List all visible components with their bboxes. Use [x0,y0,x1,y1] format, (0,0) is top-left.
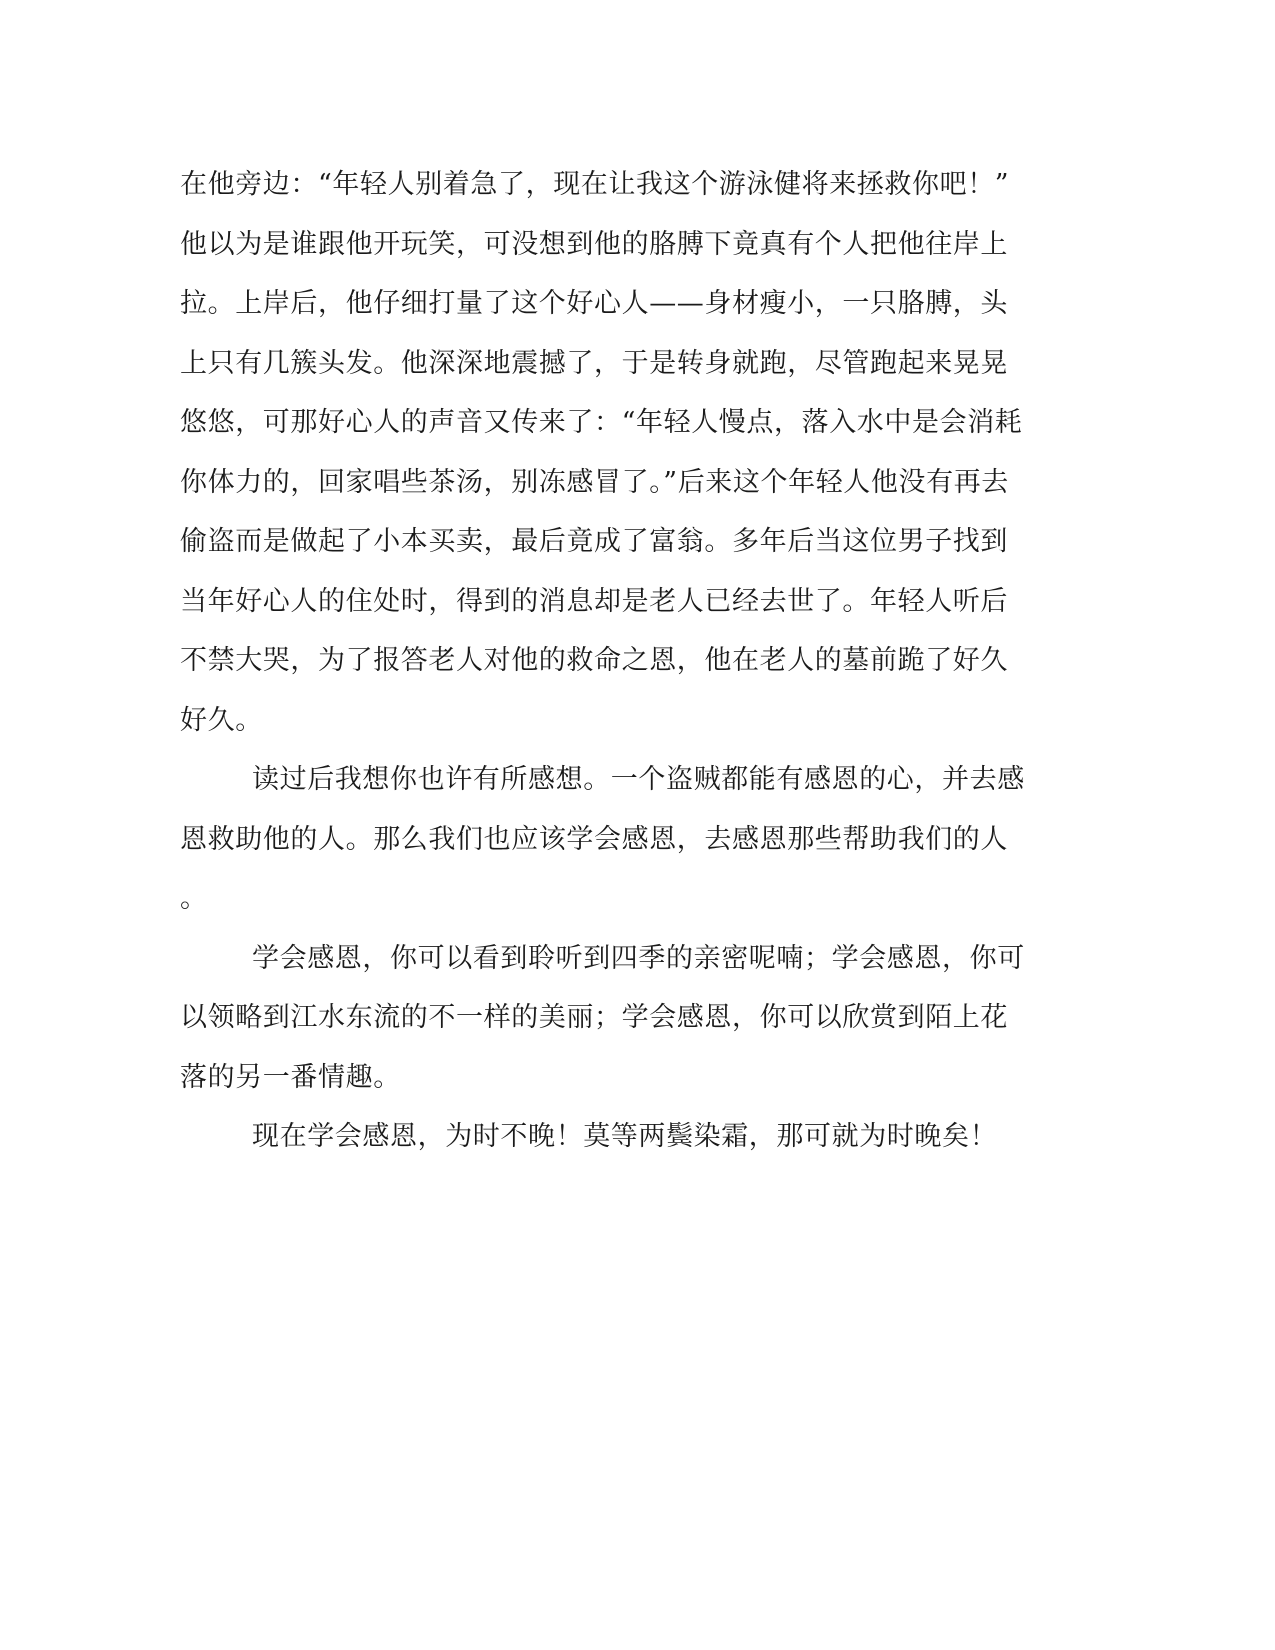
text-line: 读过后我想你也许有所感想。一个盗贼都能有感恩的心，并去感 [252,764,1025,795]
text-line: 以领略到江水东流的不一样的美丽；学会感恩，你可以欣赏到陌上花 [180,1002,1008,1033]
document-body [180,155,1060,1167]
text-line: 现在学会感恩，为时不晚！莫等两鬓染霜，那可就为时晚矣！ [252,1121,998,1152]
paragraph-reflection [180,750,1060,929]
paragraph-conclusion [180,1107,1060,1167]
paragraph-learn-gratitude [180,929,1060,1108]
text-line: 你体力的，回家唱些茶汤，别冻感冒了。”后来这个年轻人他没有再去 [180,466,1009,498]
text-line: 。 [180,883,208,914]
text-line: 学会感恩，你可以看到聆听到四季的亲密呢喃；学会感恩，你可 [252,942,1025,974]
text-line: 不禁大哭，为了报答老人对他的救命之恩，他在老人的墓前跪了好久 [180,645,1008,676]
text-line: 在他旁边：“年轻人别着急了，现在让我这个游泳健将来拯救你吧！” [180,169,1010,200]
text-line: 拉。上岸后，他仔细打量了这个好心人——身材瘦小，一只胳膊，头 [180,288,1008,319]
text-line: 好久。 [180,704,263,736]
text-line: 上只有几簇头发。他深深地震撼了，于是转身就跑，尽管跑起来晃晃 [180,347,1008,379]
text-line: 落的另一番情趣。 [180,1061,401,1093]
text-line: 悠悠，可那好心人的声音又传来了：“年轻人慢点，落入水中是会消耗 [180,407,1023,438]
paragraph-story [180,155,1060,750]
text-line: 恩救助他的人。那么我们也应该学会感恩，去感恩那些帮助我们的人 [180,823,1008,855]
text-line: 当年好心人的住处时，得到的消息却是老人已经去世了。年轻人听后 [180,585,1008,617]
text-line: 他以为是谁跟他开玩笑，可没想到他的胳膊下竟真有个人把他往岸上 [180,228,1008,260]
text-line: 偷盗而是做起了小本买卖，最后竟成了富翁。多年后当这位男子找到 [180,526,1008,557]
